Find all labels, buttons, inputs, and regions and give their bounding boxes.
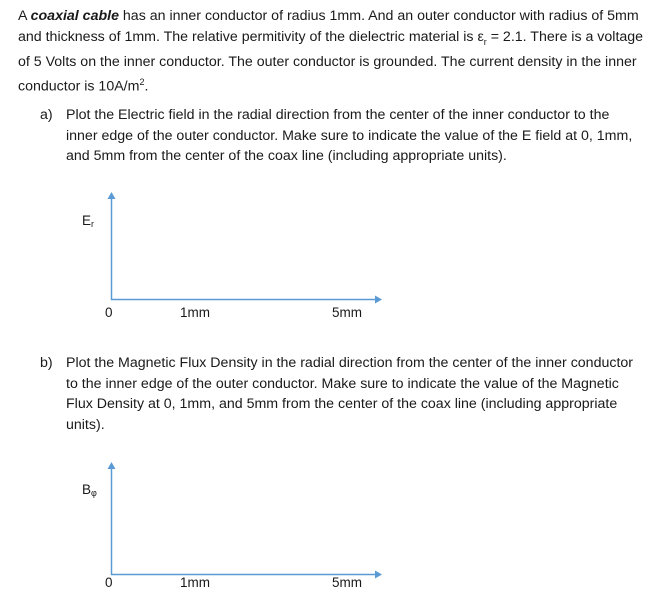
question-a-label: a) [40, 107, 53, 123]
plot-a-y-label [82, 213, 94, 232]
question-a-text: Plot the Electric field in the radial direction from the center of the inner conductor to the inner edge of the outer conductor. Make sure to indicate the value of the E field at 0, 1mm, and 5mm from the center of the coax line (including appropriate units). [66, 107, 633, 164]
plot-b-y-subscript: φ [91, 488, 97, 498]
plot-b-y-label [82, 482, 97, 501]
intro-text-1: A [18, 8, 31, 24]
question-b-label: b) [40, 355, 53, 371]
epsilon-subscript: r [483, 36, 487, 47]
plot-a-y-arrowhead [108, 192, 116, 199]
plot-a-x-arrowhead [375, 296, 382, 304]
plot-a-y-subscript: r [91, 219, 95, 229]
plot-b-y-arrowhead [108, 462, 116, 469]
plot-a-y-symbol: E [82, 213, 92, 228]
plot-b-tick-0: 0 [105, 575, 113, 590]
plot-b-y-symbol: B [82, 482, 92, 497]
intro-text-4: . [144, 79, 149, 96]
question-b [40, 353, 640, 435]
plot-b-tick-5mm: 5mm [332, 575, 362, 590]
intro-text-2: has an inner conductor of radius 1mm. And an outer conductor with radius of 5mm and thickness of 1mm. The relative permitivity of the dielectric material is [18, 8, 639, 45]
question-b-text: Plot the Magnetic Flux Density in the radial direction from the center of the inner conductor to the inner edge of the outer conductor. Make sure to indicate the value of the Magnetic Flux Density at 0, 1mm, and 5mm from the center of the coax line (including appropriate units). [66, 355, 634, 433]
plot-b-x-arrowhead [375, 571, 382, 579]
plot-b-tick-1mm: 1mm [180, 575, 210, 590]
coaxial-cable-term: coaxial cable [30, 8, 119, 24]
plot-a-tick-1mm: 1mm [180, 305, 210, 320]
units-exponent: 2 [139, 77, 145, 88]
plot-a-tick-0: 0 [105, 305, 113, 320]
intro-text-3: = 2.1. There is a voltage of 5 Volts on the inner conductor. The outer conductor is grounded. The current density in the inner conductor is 10A/m [18, 28, 644, 96]
plot-a-tick-5mm: 5mm [332, 305, 362, 320]
epsilon-symbol: ε [477, 28, 484, 45]
